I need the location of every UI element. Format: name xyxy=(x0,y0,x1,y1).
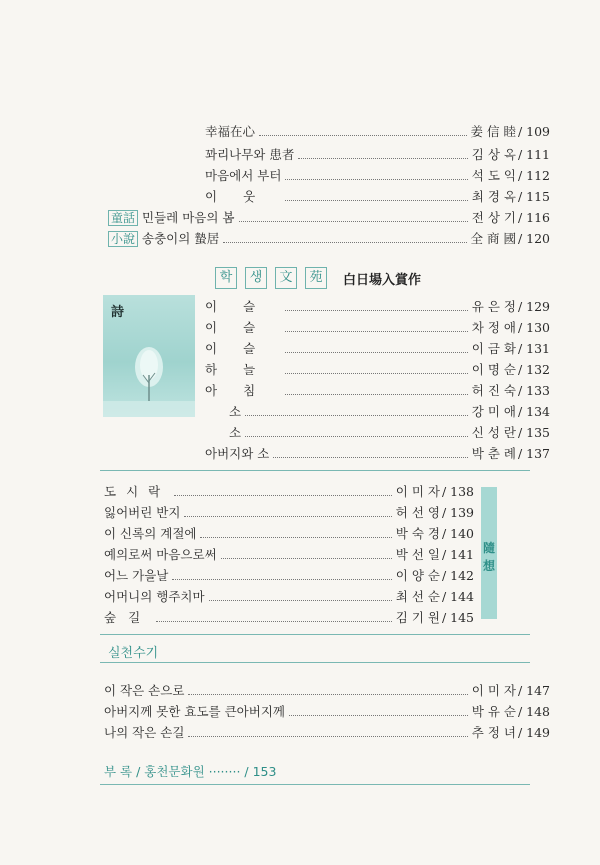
entry-author: 석 도 익 xyxy=(471,168,516,183)
entry-page: / 135 xyxy=(517,425,550,440)
toc-entry xyxy=(205,446,550,462)
entry-title: 이슬 xyxy=(205,299,282,314)
section-divider xyxy=(100,470,530,471)
entry-author: 김 상 옥 xyxy=(471,147,516,162)
entry-author: 박 숙 경 xyxy=(395,526,440,541)
entry-page: / 134 xyxy=(517,404,550,419)
leader-dots xyxy=(285,200,468,201)
leader-dots xyxy=(223,242,466,243)
entry-author: 차 정 애 xyxy=(471,320,516,335)
leader-dots xyxy=(200,537,391,538)
section-subtitle: 白日場入賞作 xyxy=(343,272,422,288)
entry-page: / 115 xyxy=(517,189,550,204)
entry-author: 허 진 숙 xyxy=(471,383,516,398)
toc-entry xyxy=(108,231,550,247)
essay-label-char: 想 xyxy=(482,559,495,573)
entry-title: 이 작은 손으로 xyxy=(104,683,185,698)
toc-entry xyxy=(104,568,474,584)
entry-page: / 130 xyxy=(517,320,550,335)
entry-title: 도시락 xyxy=(104,484,171,499)
entry-author: 이 금 화 xyxy=(471,341,516,356)
entry-title: 아버지와 소 xyxy=(205,446,270,461)
genre-tag: 小說 xyxy=(108,231,138,247)
entry-author: 신 성 란 xyxy=(471,425,516,440)
leader-dots xyxy=(285,352,468,353)
toc-entry xyxy=(205,341,550,357)
entry-author: 박 춘 례 xyxy=(471,446,516,461)
entry-author: 박 선 일 xyxy=(395,547,440,562)
entry-title: 마음에서 부터 xyxy=(205,168,282,183)
entry-title: 소 xyxy=(229,404,242,419)
toc-entry xyxy=(104,589,474,605)
toc-entry xyxy=(205,147,550,163)
entry-page: / 142 xyxy=(441,568,474,583)
entry-page: / 132 xyxy=(517,362,550,377)
leader-dots xyxy=(188,694,467,695)
entry-author: 유 은 정 xyxy=(471,299,516,314)
tree-illustration xyxy=(103,295,195,417)
practice-section-title: 실천수기 xyxy=(108,646,159,661)
entry-title: 예의로써 마음으로써 xyxy=(104,547,217,562)
leader-dots xyxy=(285,373,468,374)
entry-title: 잃어버린 반지 xyxy=(104,505,181,520)
toc-entry xyxy=(104,704,550,720)
toc-entry xyxy=(205,299,550,315)
toc-entry xyxy=(229,404,550,420)
entry-title: 어느 가을날 xyxy=(104,568,169,583)
entry-title: 꽈리나무와 患者 xyxy=(205,147,295,162)
entry-title: 숲길 xyxy=(104,610,153,625)
entry-author: 이 양 순 xyxy=(395,568,440,583)
entry-page: / 129 xyxy=(517,299,550,314)
entry-page: / 144 xyxy=(441,589,474,604)
section-char: 文 xyxy=(275,267,297,289)
section-divider xyxy=(100,784,530,785)
entry-author: 姜 信 睦 xyxy=(470,124,516,139)
toc-entry xyxy=(104,725,550,741)
entry-title: 어머니의 행주치마 xyxy=(104,589,205,604)
student-section-header xyxy=(215,267,421,289)
leader-dots xyxy=(298,158,467,159)
toc-entry xyxy=(205,189,550,205)
leader-dots xyxy=(245,415,468,416)
entry-author: 최 경 옥 xyxy=(471,189,516,204)
entry-title: 이 신록의 계절에 xyxy=(104,526,197,541)
poem-label: 詩 xyxy=(111,305,125,320)
toc-entry xyxy=(104,683,550,699)
entry-title: 이웃 xyxy=(205,189,282,204)
poem-image-panel xyxy=(103,295,195,417)
toc-entry xyxy=(104,526,474,542)
leader-dots xyxy=(156,621,392,622)
entry-author: 全 商 國 xyxy=(470,231,516,246)
entry-page: / 140 xyxy=(441,526,474,541)
entry-page: / 138 xyxy=(441,484,474,499)
genre-tag: 童話 xyxy=(108,210,138,226)
leader-dots xyxy=(245,436,468,437)
entry-page: / 148 xyxy=(517,704,550,719)
entry-author: 이 명 순 xyxy=(471,362,516,377)
entry-page: / 149 xyxy=(517,725,550,740)
leader-dots xyxy=(209,600,392,601)
toc-entry xyxy=(205,383,550,399)
toc-entry xyxy=(229,425,550,441)
entry-page: / 116 xyxy=(517,210,550,225)
entry-author: 박 유 순 xyxy=(471,704,516,719)
section-divider xyxy=(100,634,530,635)
entry-title: 송충이의 蟄居 xyxy=(142,231,220,246)
entry-author: 허 선 영 xyxy=(395,505,440,520)
leader-dots xyxy=(273,457,467,458)
leader-dots xyxy=(172,579,391,580)
entry-author: 이 미 자 xyxy=(471,683,516,698)
appendix-line: 부 록 / 홍천문화원 ········ / 153 xyxy=(104,764,277,779)
toc-entry xyxy=(104,505,474,521)
toc-entry xyxy=(104,610,474,626)
entry-author: 최 선 순 xyxy=(395,589,440,604)
essay-label-char: 隨 xyxy=(482,541,495,555)
entry-title: 민들레 마음의 봄 xyxy=(142,210,235,225)
toc-entry xyxy=(205,124,550,140)
entry-page: / 141 xyxy=(441,547,474,562)
entry-title: 이슬 xyxy=(205,341,282,356)
essay-section-bar xyxy=(481,487,497,619)
entry-title: 소 xyxy=(229,425,242,440)
entry-page: / 112 xyxy=(517,168,550,183)
entry-page: / 145 xyxy=(441,610,474,625)
entry-page: / 109 xyxy=(517,124,550,139)
toc-entry xyxy=(205,320,550,336)
leader-dots xyxy=(259,135,466,136)
entry-author: 김 기 원 xyxy=(395,610,440,625)
section-char: 苑 xyxy=(305,267,327,289)
leader-dots xyxy=(289,715,468,716)
leader-dots xyxy=(285,310,468,311)
leader-dots xyxy=(174,495,392,496)
leader-dots xyxy=(285,394,468,395)
entry-author: 전 상 기 xyxy=(471,210,516,225)
entry-author: 강 미 애 xyxy=(471,404,516,419)
entry-page: / 120 xyxy=(517,231,550,246)
entry-title: 이슬 xyxy=(205,320,282,335)
entry-title: 아버지께 못한 효도를 큰아버지께 xyxy=(104,704,285,719)
toc-entry xyxy=(205,168,550,184)
entry-title: 나의 작은 손길 xyxy=(104,725,185,740)
entry-author: 추 정 녀 xyxy=(471,725,516,740)
entry-page: / 147 xyxy=(517,683,550,698)
toc-entry xyxy=(205,362,550,378)
section-divider xyxy=(100,662,530,663)
toc-entry xyxy=(104,547,474,563)
entry-title: 幸福在心 xyxy=(205,124,256,139)
leader-dots xyxy=(285,179,467,180)
leader-dots xyxy=(221,558,392,559)
section-char: 학 xyxy=(215,267,237,289)
leader-dots xyxy=(188,736,467,737)
leader-dots xyxy=(184,516,391,517)
toc-entry xyxy=(104,484,474,500)
entry-title: 아침 xyxy=(205,383,282,398)
toc-entry xyxy=(108,210,550,226)
leader-dots xyxy=(239,221,468,222)
leader-dots xyxy=(285,331,468,332)
section-char: 생 xyxy=(245,267,267,289)
entry-author: 이 미 자 xyxy=(395,484,440,499)
entry-page: / 111 xyxy=(517,147,550,162)
entry-page: / 139 xyxy=(441,505,474,520)
entry-page: / 131 xyxy=(517,341,550,356)
entry-page: / 133 xyxy=(517,383,550,398)
entry-page: / 137 xyxy=(517,446,550,461)
entry-title: 하늘 xyxy=(205,362,282,377)
